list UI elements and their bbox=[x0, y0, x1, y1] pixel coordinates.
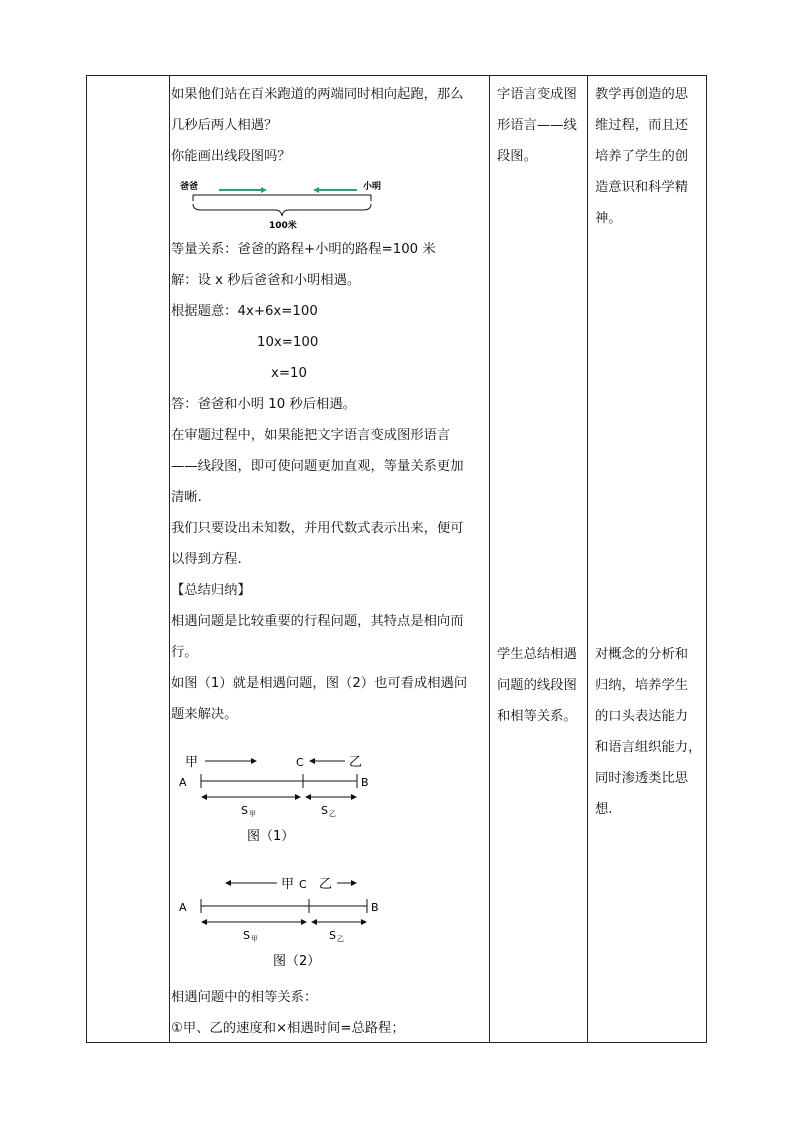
text-line: 问题的线段图 bbox=[497, 678, 577, 693]
text-line: 你能画出线段图吗？ bbox=[171, 149, 291, 164]
point-b-label: B bbox=[361, 776, 369, 789]
distance-brace bbox=[193, 204, 371, 216]
text-line: 形语言——线 bbox=[497, 118, 577, 133]
text-line: 培养了学生的创 bbox=[595, 149, 689, 164]
jia-label: 甲 bbox=[185, 755, 199, 770]
s-yi-label: S bbox=[329, 929, 336, 942]
text-line: ①甲、乙的速度和×相遇时间=总路程； bbox=[171, 1021, 405, 1036]
text-line: 解：设 x 秒后爸爸和小明相遇。 bbox=[171, 273, 361, 288]
text-line: 和相等关系。 bbox=[497, 709, 577, 724]
jia-arrow-head bbox=[251, 758, 257, 764]
figure-caption: 图（1） bbox=[247, 829, 295, 844]
s-jia-subscript: 甲 bbox=[249, 810, 256, 818]
text-line: 行。 bbox=[171, 645, 198, 660]
yi-arrow-head bbox=[351, 880, 357, 886]
point-a-label: A bbox=[179, 776, 187, 789]
text-line: 清晰. bbox=[171, 490, 202, 505]
arrow-head bbox=[361, 919, 367, 925]
jia-label: 甲 bbox=[281, 877, 295, 892]
yi-arrow-head bbox=[309, 758, 315, 764]
text-line: 造意识和科学精 bbox=[595, 180, 689, 195]
text-line: 根据题意：4x+6x=100 bbox=[171, 304, 318, 319]
column-divider bbox=[169, 76, 170, 1042]
arrow-head bbox=[295, 794, 301, 800]
arrow-head bbox=[351, 794, 357, 800]
arrow-head bbox=[305, 794, 311, 800]
line-segment-diagram-dad-xiaoming bbox=[171, 176, 391, 236]
text-line: 以得到方程. bbox=[171, 552, 242, 567]
text-line: 10x=100 bbox=[257, 335, 319, 350]
text-line: ——线段图，即可使问题更加直观，等量关系更加 bbox=[171, 459, 464, 474]
text-line: 几秒后两人相遇？ bbox=[171, 118, 278, 133]
text-line: 等量关系：爸爸的路程+小明的路程=100 米 bbox=[171, 242, 436, 257]
text-line: 如果他们站在百米跑道的两端同时相向起跑，那么 bbox=[171, 87, 464, 102]
text-line: x=10 bbox=[271, 366, 307, 381]
text-line: 相遇问题是比较重要的行程问题，其特点是相向而 bbox=[171, 614, 464, 629]
column-divider bbox=[587, 76, 588, 1042]
text-line: 段图。 bbox=[497, 149, 537, 164]
arrow-head bbox=[311, 919, 317, 925]
text-line: 同时渗透类比思 bbox=[595, 771, 689, 786]
text-line: 我们只要设出未知数，并用代数式表示出来，便可 bbox=[171, 521, 464, 536]
yi-label: 乙 bbox=[319, 877, 333, 892]
figure-caption: 图（2） bbox=[273, 954, 321, 969]
text-line: 在审题过程中，如果能把文字语言变成图形语言 bbox=[171, 428, 451, 443]
section-heading: 【总结归纳】 bbox=[171, 583, 251, 598]
xiaoming-label: 小明 bbox=[363, 182, 382, 192]
xiaoming-arrow-head bbox=[313, 187, 319, 193]
lesson-table bbox=[86, 75, 707, 1043]
text-line: 教学再创造的思 bbox=[595, 87, 689, 102]
text-line: 如图（1）就是相遇问题，图（2）也可看成相遇问 bbox=[171, 676, 468, 691]
point-c-label: C bbox=[299, 878, 307, 891]
text-line: 字语言变成图 bbox=[497, 87, 577, 102]
point-a-label: A bbox=[179, 901, 187, 914]
point-c-label: C bbox=[296, 756, 304, 769]
dad-label: 爸爸 bbox=[180, 182, 199, 192]
text-line: 想. bbox=[595, 802, 613, 817]
text-line: 学生总结相遇 bbox=[497, 647, 577, 662]
text-line: 维过程，而且还 bbox=[595, 118, 689, 133]
s-jia-label: S bbox=[241, 804, 248, 817]
column-divider bbox=[489, 76, 490, 1042]
text-line: 神。 bbox=[595, 211, 622, 226]
text-line: 相遇问题中的相等关系： bbox=[171, 990, 318, 1005]
dad-arrow-head bbox=[261, 187, 267, 193]
s-yi-label: S bbox=[321, 804, 328, 817]
point-b-label: B bbox=[371, 901, 379, 914]
meeting-problem-figure-1 bbox=[171, 746, 471, 846]
text-line: 的口头表达能力 bbox=[595, 709, 689, 724]
text-line: 和语言组织能力， bbox=[595, 740, 702, 755]
text-line: 答：爸爸和小明 10 秒后相遇。 bbox=[171, 397, 356, 412]
s-jia-label: S bbox=[243, 929, 250, 942]
distance-label: 100米 bbox=[269, 221, 297, 231]
arrow-head bbox=[201, 794, 207, 800]
text-line: 题来解决。 bbox=[171, 707, 238, 722]
s-jia-subscript: 甲 bbox=[251, 935, 258, 943]
text-line: 归纳，培养学生 bbox=[595, 678, 689, 693]
s-yi-subscript: 乙 bbox=[329, 810, 336, 818]
arrow-head bbox=[201, 919, 207, 925]
text-line: 对概念的分析和 bbox=[595, 647, 689, 662]
yi-label: 乙 bbox=[349, 755, 363, 770]
jia-arrow-head bbox=[225, 880, 231, 886]
arrow-head bbox=[301, 919, 307, 925]
s-yi-subscript: 乙 bbox=[337, 935, 344, 943]
meeting-problem-figure-2 bbox=[171, 871, 471, 971]
